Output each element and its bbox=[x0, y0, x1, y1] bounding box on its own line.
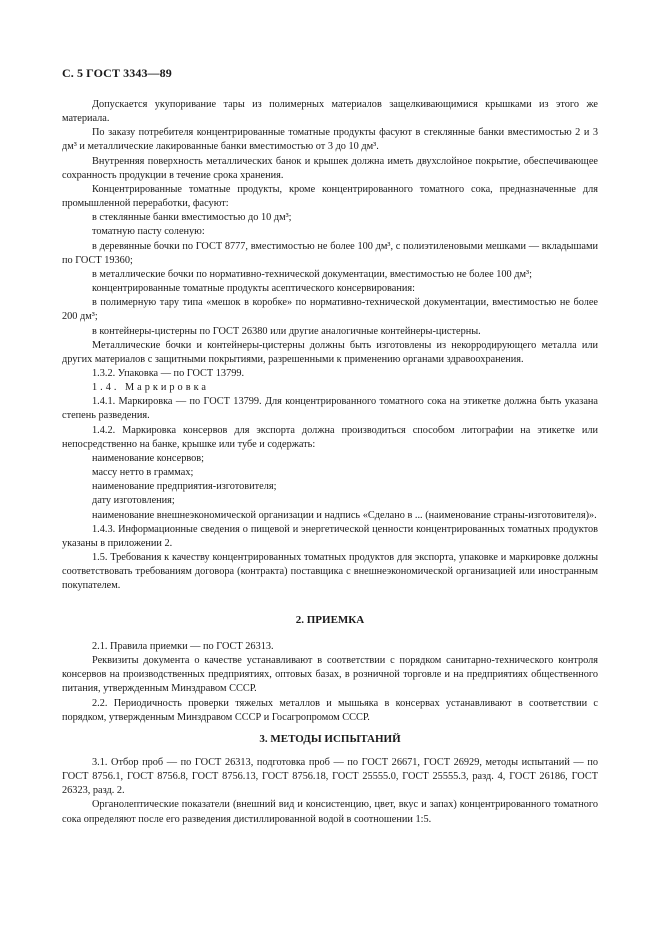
paragraph: массу нетто в граммах; bbox=[92, 467, 194, 479]
paragraph: По заказу потребителя концентрированные томатные продукты фасуют в стеклянные банки вместимостью 2 и 3 дм³ и металлические лакированные банки вместимостью от 3 до 10 дм³. bbox=[62, 127, 598, 153]
paragraph: в стеклянные банки вместимостью до 10 дм³; bbox=[92, 212, 292, 224]
paragraph: Допускается укупоривание тары из полимерных материалов защелкивающимися крышками из этого же материала. bbox=[62, 99, 598, 125]
paragraph: в деревянные бочки по ГОСТ 8777, вместимостью не более 100 дм³, с полиэтиленовыми мешками — вкладышами по ГОСТ 19360; bbox=[62, 240, 598, 266]
paragraph: 3.1. Отбор проб — по ГОСТ 26313, подготовка проб — по ГОСТ 26671, ГОСТ 26929, методы испытаний — по ГОСТ 8756.1, ГОСТ 8756.8, ГОСТ 8756.13, ГОСТ 8756.18, ГОСТ 25555.0, ГОСТ 25555.3, разд. 4, ГОСТ 26186, ГОСТ 26323, разд. 2. bbox=[62, 757, 598, 797]
paragraph: концентрированные томатные продукты асептического консервирования: bbox=[92, 283, 415, 295]
paragraph: 1.4.2. Маркировка консервов для экспорта должна производиться способом литографии на этикетке или непосредственно на банке, крышке или тубе и содержать: bbox=[62, 424, 598, 450]
paragraph: Металлические бочки и контейнеры-цистерны должны быть изготовлены из некорродирующего металла или других материалов с защитными покрытиями, разрешенными к применению органами здравоохранения. bbox=[62, 339, 598, 365]
paragraph: 1.4. Маркировка bbox=[92, 382, 209, 394]
paragraph: Органолептические показатели (внешний вид и консистенцию, цвет, вкус и запах) концентрированного томатного сока определяют после его разведения дистиллированной водой в соотношении 1:5. bbox=[62, 799, 598, 825]
section-heading: 3. МЕТОДЫ ИСПЫТАНИЙ bbox=[259, 733, 401, 745]
paragraph: 2.2. Периодичность проверки тяжелых металлов и мышьяка в консервах устанавливают в соответствии с порядком, утвержденным Минздравом СССР и Госагропромом СССР. bbox=[62, 697, 598, 723]
paragraph: 1.3.2. Упаковка — по ГОСТ 13799. bbox=[92, 367, 245, 379]
paragraph: 1.4.3. Информационные сведения о пищевой и энергетической ценности концентрированных томатных продуктов указаны в приложении 2. bbox=[62, 523, 598, 549]
paragraph: Внутренняя поверхность металлических банок и крышек должна иметь двухслойное покрытие, обеспечивающее сохранность продукции в течение срока хранения. bbox=[62, 155, 598, 181]
paragraph: наименование внешнеэкономической организации и надпись «Сделано в ... (наименование страны-изготовителя)». bbox=[92, 509, 597, 521]
paragraph: наименование предприятия-изготовителя; bbox=[92, 481, 277, 493]
section-heading: 2. ПРИЕМКА bbox=[295, 614, 365, 626]
paragraph: в металлические бочки по нормативно-технической документации, вместимостью не более 100 дм³; bbox=[92, 268, 532, 280]
section-2-body bbox=[62, 640, 598, 725]
paragraph: Концентрированные томатные продукты, кроме концентрированного томатного сока, предназначенные для промышленной переработки, фасуют: bbox=[62, 183, 598, 210]
paragraph: 1.5. Требования к качеству концентрированных томатных продуктов для экспорта, упаковке и маркировке должны соответствовать требованиям договора (контракта) поставщика с внешнеэкономической организацией или иностранным покупателем. bbox=[62, 552, 598, 592]
paragraph: Реквизиты документа о качестве устанавливают в соответствии с порядком санитарно-технического контроля консервов на производственных предприятиях, оптовых базах, в розничной торговле и на предприятиях общественного питания, утвержденным Минздравом СССР. bbox=[62, 655, 598, 695]
page-header: С. 5 ГОСТ 3343—89 bbox=[62, 66, 172, 80]
paragraph: дату изготовления; bbox=[92, 495, 175, 507]
section-3-body bbox=[62, 756, 598, 827]
section-1-body bbox=[62, 98, 598, 593]
paragraph: 1.4.1. Маркировка — по ГОСТ 13799. Для концентрированного томатного сока на этикетке должна быть указана степень разведения. bbox=[62, 396, 598, 422]
paragraph: 2.1. Правила приемки — по ГОСТ 26313. bbox=[92, 641, 274, 652]
paragraph: в полимерную тару типа «мешок в коробке» по нормативно-технической документации, вместимостью не более 200 дм³; bbox=[62, 297, 598, 323]
paragraph: наименование консервов; bbox=[92, 452, 205, 464]
paragraph: в контейнеры-цистерны по ГОСТ 26380 или другие аналогичные контейнеры-цистерны. bbox=[92, 325, 481, 337]
paragraph: томатную пасту соленую: bbox=[92, 226, 205, 238]
